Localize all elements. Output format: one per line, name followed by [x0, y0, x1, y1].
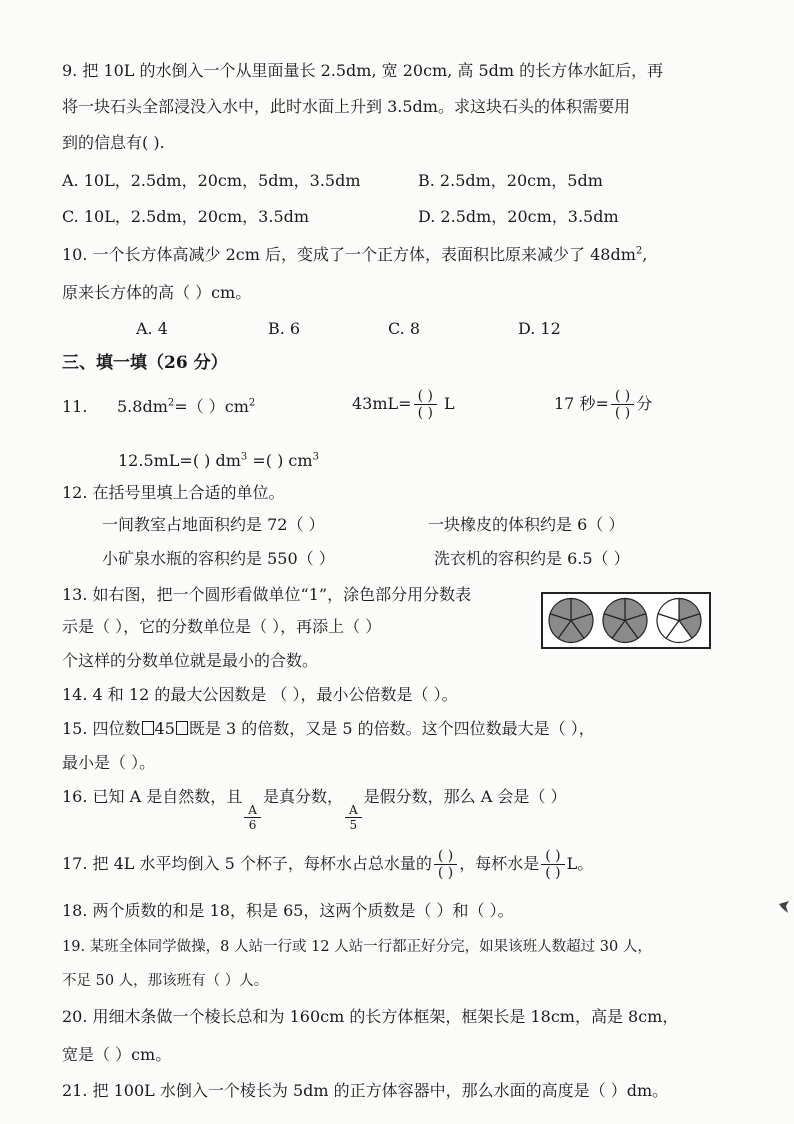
circles-svg	[543, 594, 709, 647]
q19-line1: 19. 某班全体同学做操，8 人站一行或 12 人站一行都正好分完，如果该班人数超过 30 人，	[62, 939, 652, 955]
blank-digit-box	[176, 721, 188, 735]
q9-line2: 将一块石头全部浸没入水中，此时水面上升到 3.5dm。求这块石头的体积需要用	[62, 97, 630, 116]
q12-title: 12. 在括号里填上合适的单位。	[62, 483, 285, 502]
q15-line2: 最小是（ ）。	[62, 753, 156, 772]
blank-digit-box	[142, 721, 154, 735]
q20-line2: 宽是（ ）cm。	[62, 1045, 172, 1064]
q10-line1: 10. 一个长方体高减少 2cm 后，变成了一个正方体，表面积比原来减少了 $48dm^2$,	[62, 245, 648, 264]
q9-option-a: A. 10L，2.5dm，20cm，5dm，3.5dm	[62, 171, 361, 190]
q13-line1: 13. 如右图，把一个圆形看做单位“1”，涂色部分用分数表	[62, 585, 472, 604]
q15-line1: 15. 四位数 45 既是 3 的倍数，又是 5 的倍数。这个四位数最大是（ ），	[62, 719, 595, 738]
q13-line2: 示是（ ），它的分数单位是（ ），再添上（ ）	[62, 617, 382, 636]
q10-option-c: C. 8	[388, 319, 421, 338]
q17-line: 17. 把 4L 水平均倒入 5 个杯子，每杯水占总水量的 $\frac{( )}{( )}$ ，每杯水是 $\frac{( )}{( )}$ L。	[62, 848, 594, 881]
q18-line: 18. 两个质数的和是 18，积是 65，这两个质数是（ ）和（ ）。	[62, 901, 514, 920]
q10-option-a: A. 4	[136, 319, 168, 338]
q11-part2: 43mL= $\frac{( )}{( )}$ L	[352, 388, 455, 421]
q11-row1: 11. $5.8dm^2=$（ ）$cm^2$ 43mL= $\frac{( )}{( )}$ L 17 秒= $\frac{( )}{( )}$ 分	[62, 388, 653, 421]
q10-line2: 原来长方体的高（ ）cm。	[62, 283, 252, 302]
q11-part1: $5.8dm^2=$（ ）$cm^2$	[117, 397, 256, 416]
scan-mark-icon	[778, 900, 790, 914]
q16-line: 16. 已知 A 是自然数，且 $\frac{A}{6}$ 是真分数， $\frac{A}{5}$ 是假分数，那么 A 会是（ ）	[62, 787, 567, 832]
q19-line2: 不足 50 人，那该班有（ ）人。	[62, 973, 269, 989]
q9-line3: 到的信息有( ).	[62, 133, 165, 152]
q9-option-c: C. 10L，2.5dm，20cm，3.5dm	[62, 207, 310, 226]
section-heading: 三、填一填（26 分）	[62, 353, 228, 373]
q9-option-b: B. 2.5dm，20cm，5dm	[418, 171, 603, 190]
q9-line1: 9. 把 10L 的水倒入一个从里面量长 2.5dm, 宽 20cm, 高 5dm 的长方体水缸后，再	[62, 61, 664, 80]
q12-item-b: 一块橡皮的体积约是 6（ ）	[428, 515, 625, 534]
fraction-circles-figure	[541, 592, 711, 649]
q12-item-d: 洗衣机的容积约是 6.5（ ）	[434, 549, 630, 568]
q10-option-b: B. 6	[268, 319, 301, 338]
q12-item-a: 一间教室占地面积约是 72（ ）	[102, 515, 325, 534]
q10-option-d: D. 12	[518, 319, 561, 338]
q9-option-d: D. 2.5dm，20cm，3.5dm	[418, 207, 619, 226]
q12-item-c: 小矿泉水瓶的容积约是 550（ ）	[102, 549, 335, 568]
q14-line: 14. 4 和 12 的最大公因数是 （ ），最小公倍数是（ ）。	[62, 685, 458, 704]
q11-row2: 12.5mL=( ) $dm^3$ =( ) $cm^3$	[118, 451, 319, 470]
q20-line1: 20. 用细木条做一个棱长总和为 160cm 的长方体框架，框架长是 18cm，高是 8cm，	[62, 1007, 679, 1026]
q13-line3: 个这样的分数单位就是最小的合数。	[62, 651, 319, 670]
q11-part3: 17 秒= $\frac{( )}{( )}$ 分	[554, 388, 653, 421]
q21-line: 21. 把 100L 水倒入一个棱长为 5dm 的正方体容器中，那么水面的高度是（ ）dm。	[62, 1081, 669, 1100]
